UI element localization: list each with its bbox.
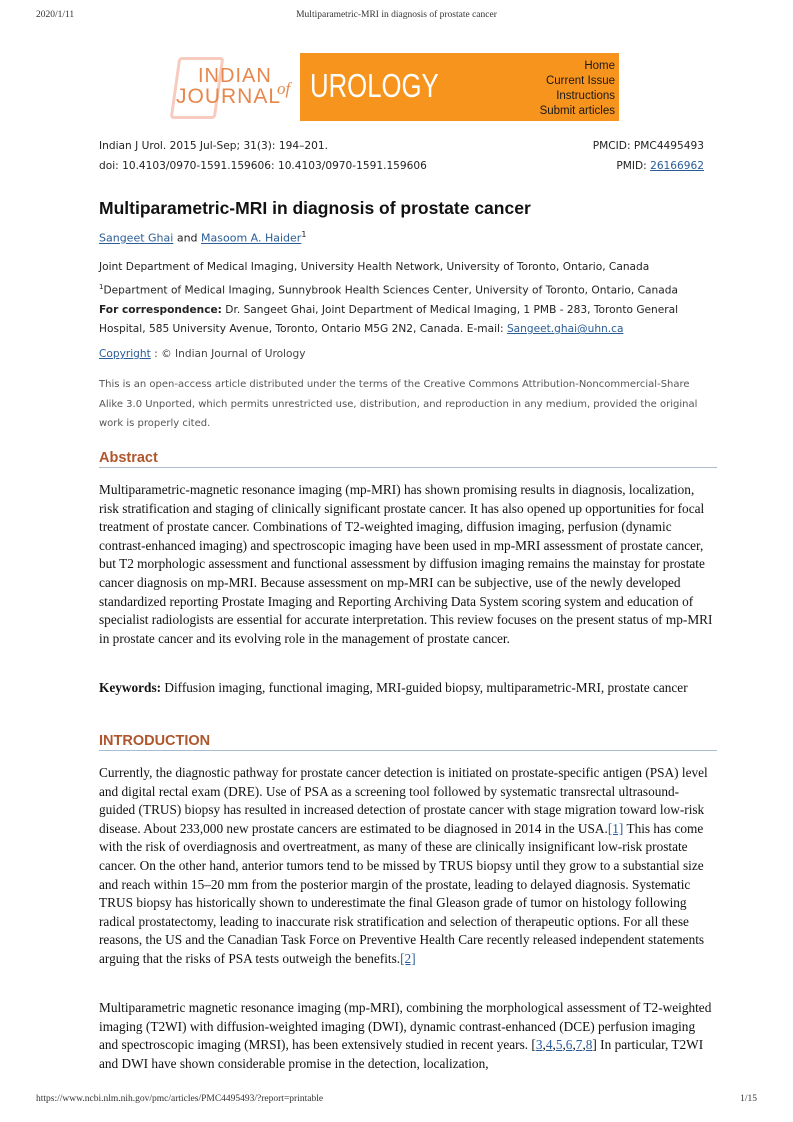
- correspondence-text: Dr. Sangeet Ghai, Joint Department of Medical Imaging, 1 PMB - 283, Toronto General Hospital, 585 University Avenue, Toronto, Ontario M5G 2N2, Canada. E-mail:: [99, 303, 679, 336]
- article-title: Multiparametric-MRI in diagnosis of prostate cancer: [99, 198, 531, 218]
- affiliation-2: [99, 278, 704, 301]
- author-separator: and: [173, 231, 202, 245]
- nav-current-issue-link[interactable]: Current Issue: [545, 75, 615, 87]
- affiliations: [99, 258, 704, 340]
- ref-bracket-open: [: [531, 1037, 536, 1053]
- keywords: [99, 679, 713, 698]
- reference-link-2[interactable]: [2]: [400, 950, 416, 966]
- reference-link-5[interactable]: 5: [555, 1037, 563, 1053]
- copyright-line: [99, 348, 305, 360]
- pmid-link[interactable]: 26166962: [650, 160, 704, 172]
- print-footer: [36, 1094, 757, 1108]
- journal-nav: [540, 59, 615, 119]
- print-url: https://www.ncbi.nlm.nih.gov/pmc/articles/PMC4495493/?report=printable: [36, 1094, 324, 1104]
- copyright-link[interactable]: Copyright: [99, 348, 151, 360]
- nav-submit-articles-link[interactable]: Submit articles: [539, 105, 615, 117]
- reference-link-8[interactable]: 8: [585, 1037, 593, 1053]
- reference-link-6[interactable]: 6: [565, 1037, 573, 1053]
- intro-p1-text-b: This has come with the risk of overdiagnosis and overtreatment, as many of these are clinically insignificant low-risk prostate cancer. On the other hand, anterior tumors tend to be missed by TRUS biopsy until they grow to a substantial size and reach within 15–20 mm from the posterior margin of the prostate, leading to delayed diagnosis. Systematic TRUS biopsy has historically shown to underestimate the final Gleason grade of tumor on histology following radical prostatectomy, leading to inaccurate risk stratification and selection of therapeutic options. For all these reasons, the US and the Canadian Task Force on Preventive Health Care recently released independent statements arguing that the risks of PSA tests outweigh the benefits.: [99, 820, 705, 966]
- logo-indian: INDIAN: [198, 65, 272, 87]
- nav-home-link[interactable]: Home: [584, 60, 615, 72]
- license-statement: This is an open-access article distributed under the terms of the Creative Commons Attribution-Noncommercial-Share Alike 3.0 Unported, which permits unrestricted use, distribution, and reproduction in any medium, provided the original work is properly cited.: [99, 379, 698, 429]
- intro-p2-text-a: Multiparametric magnetic resonance imaging (mp-MRI), combining the morphological assessment of T2-weighted imaging (T2WI) with diffusion-weighted imaging (DWI), dynamic contrast-enhanced (DCE) perfusion imaging and spectroscopic imaging (MRSI), has been extensively studied in recent years.: [99, 1000, 712, 1053]
- abstract-text: Multiparametric-magnetic resonance imaging (mp-MRI) has shown promising results in diagnosis, localization, risk stratification and staging of clinically significant prostate cancer. It has also opened up opportunities for focal treatment of prostate cancer. Combinations of T2-weighted imaging, diffusion imaging, perfusion (dynamic contrast-enhanced imaging) and spectroscopic imaging have been used in mp-MRI assessment of prostate cancer, but T2 morphologic assessment and functional assessment by diffusion imaging remains the mainstay for prostate cancer diagnosis on mp-MRI. Because assessment on mp-MRI can be subjective, use of the newly developed standardized reporting Prostate Imaging and Reporting Archiving Data System scoring system and education of specialist radiologists are essential for accurate interpretation. This review focuses on the present status of mp-MRI in prostate cancer and its evolving role in the management of prostate cancer.: [99, 482, 713, 646]
- ref-bracket-close: ]: [592, 1037, 597, 1053]
- reference-link-1[interactable]: [1]: [607, 820, 624, 836]
- author-affiliation-marker: 1: [301, 230, 307, 239]
- author-list: [99, 230, 306, 245]
- keywords-label: Keywords:: [99, 680, 162, 695]
- reference-link-3[interactable]: 3: [535, 1037, 543, 1053]
- journal-citation: Indian J Urol. 2015 Jul-Sep; 31(3): 194–201.: [99, 140, 328, 152]
- print-date: 2020/1/11: [36, 10, 75, 20]
- intro-paragraph-2: Multiparametric magnetic resonance imaging (mp-MRI), combining the morphological assessment of T2-weighted imaging (T2WI) with diffusion-weighted imaging (DWI), dynamic contrast-enhanced (DCE) perfusion imaging and spectroscopic imaging (MRSI), has been extensively studied in recent years. [3,4,5,6,7,8] In particular, T2WI and DWI have shown considerable promise in the detection, localization,: [99, 1000, 712, 1071]
- author-link-haider[interactable]: Masoom A. Haider: [201, 231, 302, 245]
- journal-banner: [168, 53, 619, 121]
- reference-link-4[interactable]: 4: [545, 1037, 553, 1053]
- affiliation-2-text: Department of Medical Imaging, Sunnybrook Health Sciences Center, University of Toronto, Ontario, Canada: [103, 284, 678, 297]
- pmcid: PMCID: PMC4495493: [592, 140, 704, 152]
- print-header: [36, 10, 757, 24]
- abstract-heading: Abstract: [99, 450, 717, 468]
- logo-of: of: [277, 79, 291, 98]
- print-page-number: 1/15: [740, 1094, 757, 1104]
- keywords-list: Diffusion imaging, functional imaging, MRI-guided biopsy, multiparametric-MRI, prostate cancer: [161, 680, 688, 695]
- copyright-text: : © Indian Journal of Urology: [150, 348, 306, 360]
- pmid: [616, 160, 704, 172]
- correspondence-email-link[interactable]: Sangeet.ghai@uhn.ca: [506, 323, 624, 336]
- logo-journal: JOURNAL: [176, 85, 282, 108]
- affiliation-1: Joint Department of Medical Imaging, University Health Network, University of Toronto, Ontario, Canada: [99, 261, 650, 273]
- banner-orange-block: [300, 53, 619, 121]
- correspondence-label: For correspondence:: [99, 303, 222, 316]
- intro-p1-text-a: Currently, the diagnostic pathway for prostate cancer detection is initiated on prostate-specific antigen (PSA) level and digital rectal exam (DRE). Use of PSA as a screening tool followed by systematic transrectal ultrasound-guided (TRUS) biopsy has resulted in increased detection of prostate cancer with stage migration toward low-risk disease. About 233,000 new prostate cancers are estimated to be diagnosed in 2014 in the USA.: [99, 765, 708, 836]
- author-link-ghai[interactable]: Sangeet Ghai: [99, 231, 174, 245]
- doi: doi: 10.4103/0970-1591.159606: 10.4103/0970-1591.159606: [99, 160, 427, 172]
- intro-p2-text-b: In particular, T2WI and DWI have shown considerable promise in the detection, localization,: [99, 1037, 704, 1071]
- introduction-heading: INTRODUCTION: [99, 733, 717, 751]
- logo-urology: UROLOGY: [310, 67, 439, 104]
- citation-meta: [99, 140, 704, 180]
- pmid-label: PMID:: [616, 160, 651, 172]
- journal-logo[interactable]: [168, 53, 300, 121]
- intro-paragraph-1: [99, 764, 713, 969]
- affiliation-2-marker: 1: [99, 282, 104, 291]
- print-page-title: Multiparametric-MRI in diagnosis of prostate cancer: [296, 10, 497, 20]
- correspondence: [99, 301, 704, 340]
- reference-link-7[interactable]: 7: [575, 1037, 583, 1053]
- nav-instructions-link[interactable]: Instructions: [556, 90, 615, 102]
